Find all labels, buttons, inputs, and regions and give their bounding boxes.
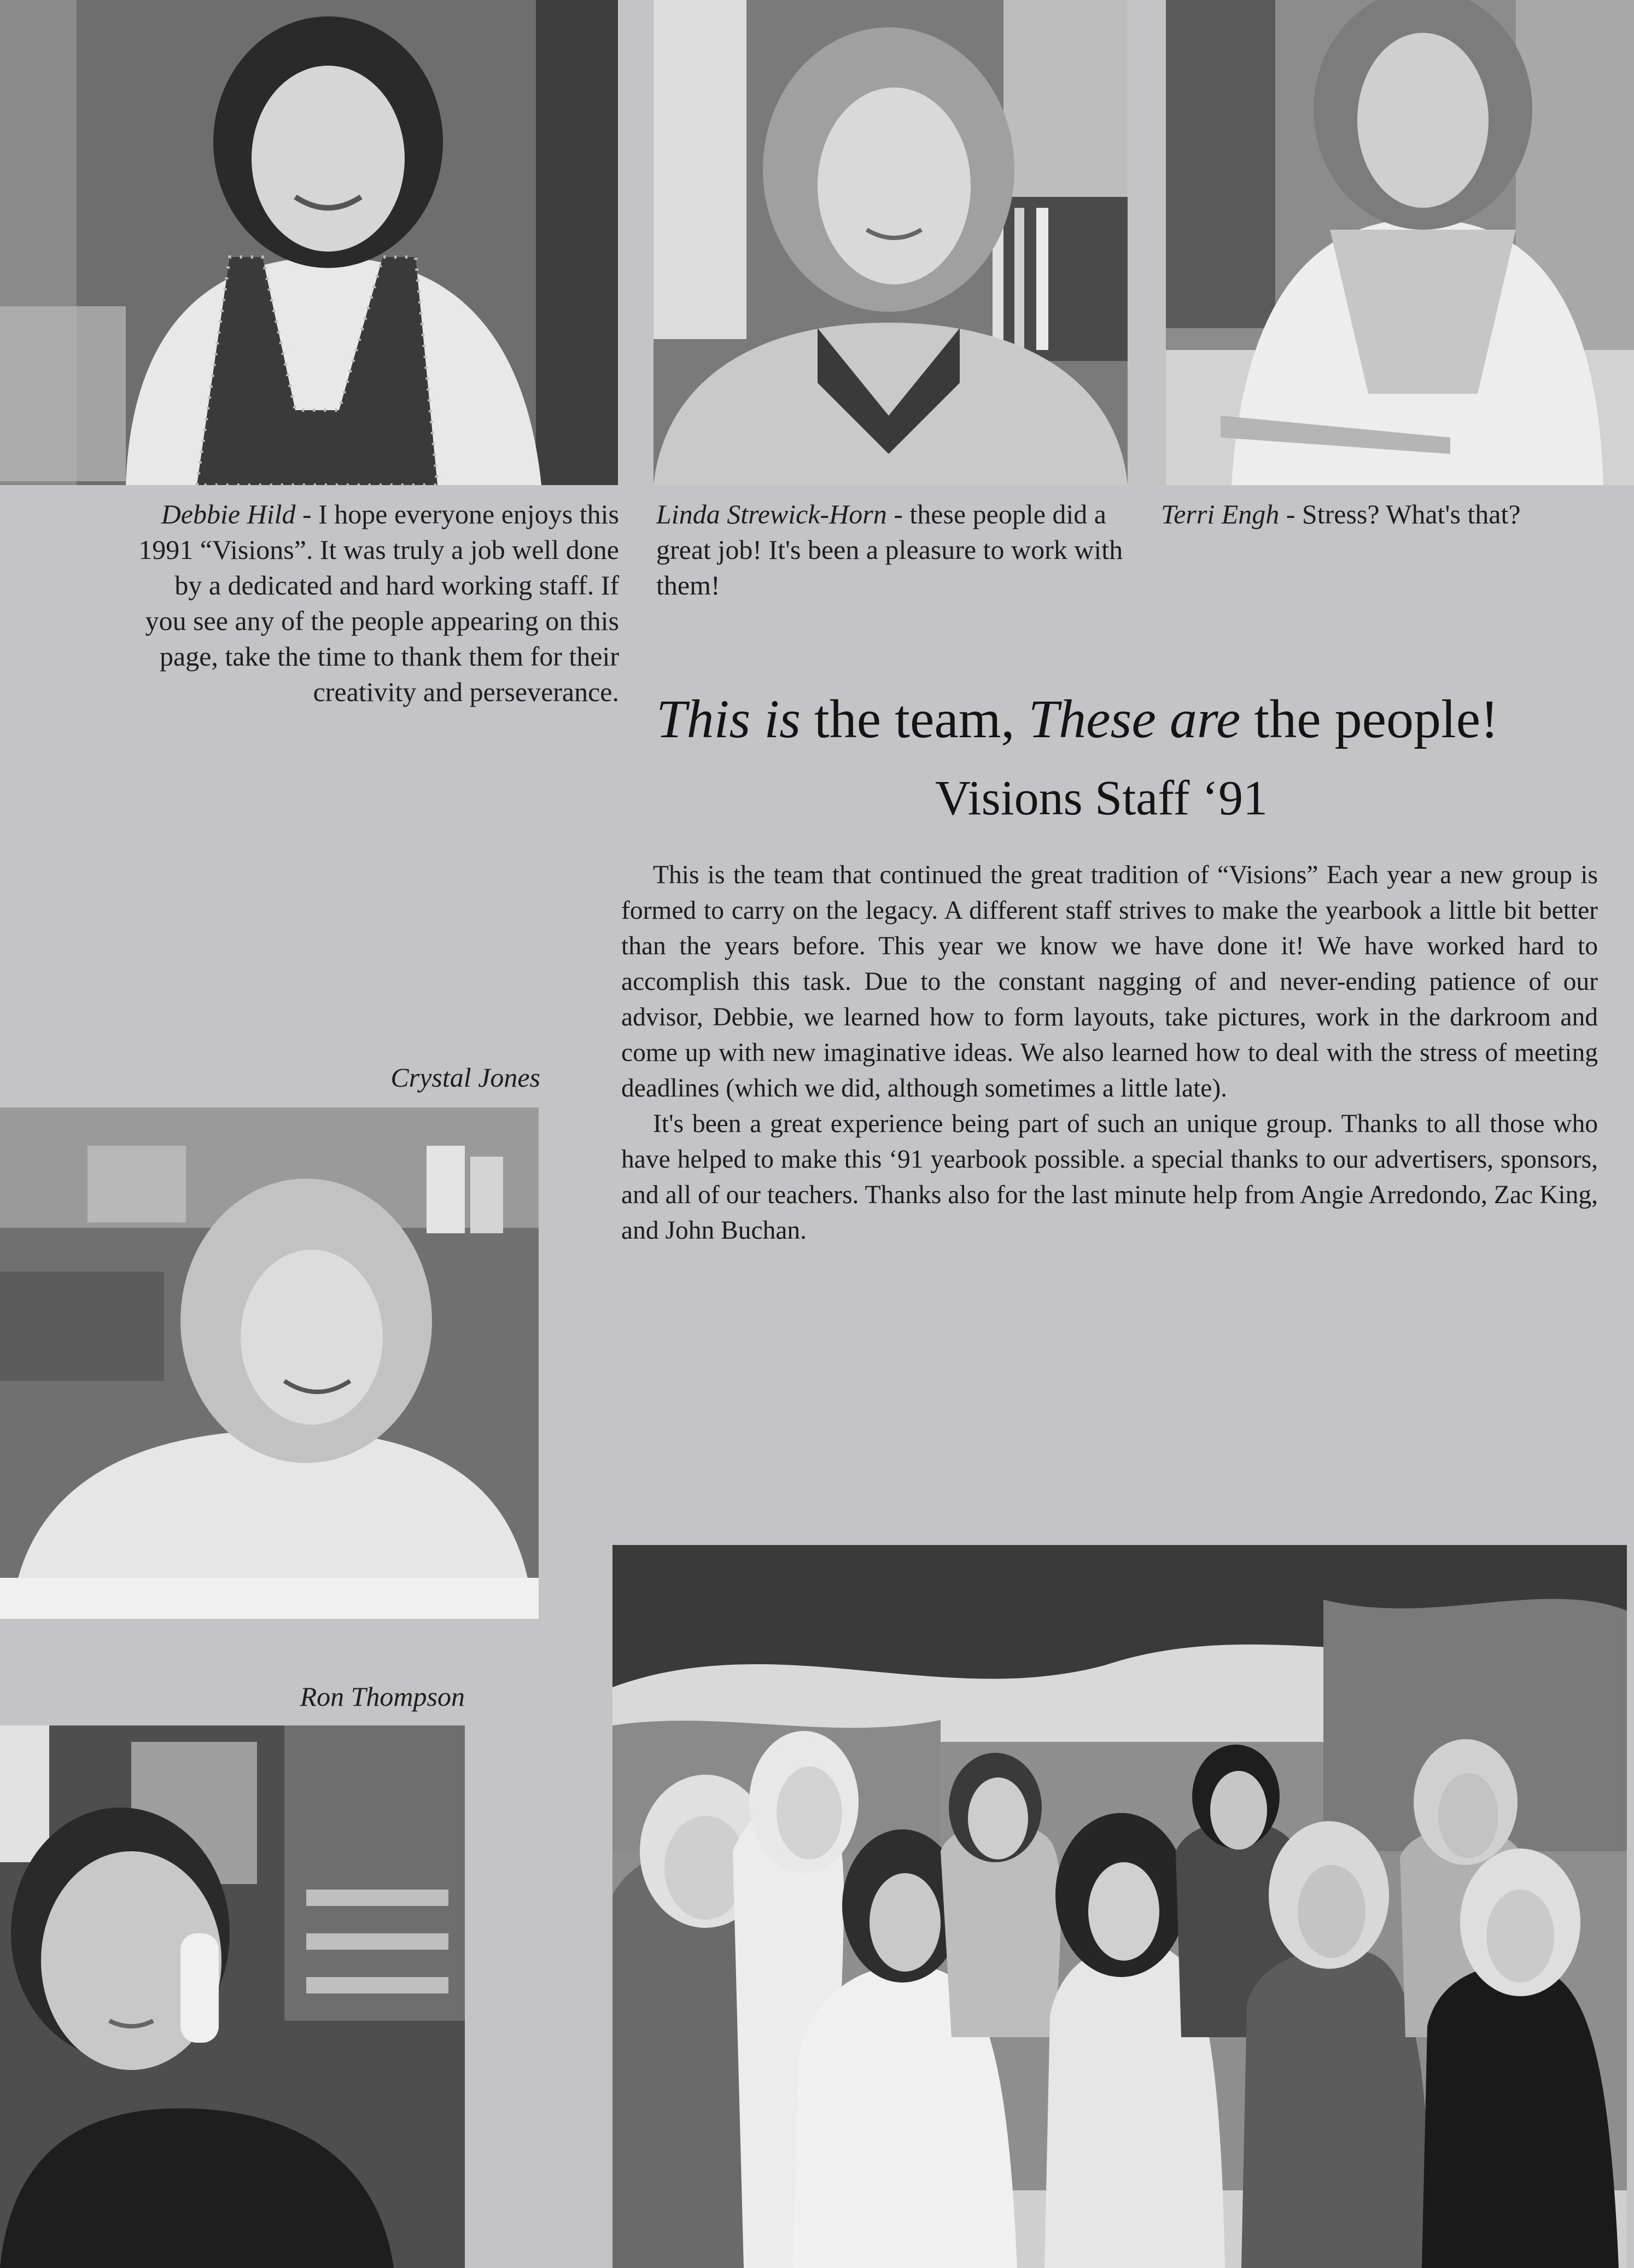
photo-ron-thompson (0, 1725, 465, 2268)
caption-crystal-jones (273, 1060, 540, 1095)
photo-linda-strewick-horn (653, 0, 1128, 485)
caption-ron-thompson (191, 1679, 465, 1715)
staff-name-ron-thompson: Ron Thompson (300, 1681, 465, 1712)
headline-part-4: the people! (1240, 689, 1499, 749)
headline-part-1: This is (656, 689, 801, 749)
headline-part-3: These are (1028, 689, 1241, 749)
photo-group-staff (612, 1545, 1627, 2268)
staff-name-linda-strewick-horn: Linda Strewick-Horn (656, 499, 887, 529)
caption-linda-strewick-horn (656, 497, 1128, 603)
caption-separator: - (886, 499, 910, 529)
article-body (621, 858, 1598, 1249)
staff-quote-debbie-hild: I hope everyone enjoys this 1991 “Visions”. It was truly a job well done by a dedicated and hard working staff. If you see any of the people appearing on this page, take the time to thank them for their creativity and perseverance. (138, 499, 619, 707)
caption-terri-engh (1161, 497, 1634, 532)
photo-debbie-hild (0, 0, 618, 485)
article-paragraph-2: It's been a great experience being part of such an unique group. Thanks to all those who have helped to make this ‘91 yearbook possible. a special thanks to our advertisers, sponsors, and all of our teachers. Thanks also for the last minute help from Angie Arredondo, Zac King, and John Buchan. (621, 1110, 1598, 1245)
staff-name-crystal-jones: Crystal Jones (390, 1062, 540, 1093)
page-subheadline: Visions Staff ‘91 (935, 771, 1268, 825)
page-headline (656, 686, 1586, 752)
staff-quote-terri-engh: Stress? What's that? (1302, 499, 1521, 529)
photo-crystal-jones (0, 1107, 539, 1619)
caption-separator: - (295, 499, 319, 529)
photo-terri-engh (1166, 0, 1634, 485)
staff-quote-linda-strewick-horn: these people did a great job! It's been a pleasure to work with them! (656, 499, 1123, 600)
staff-name-terri-engh: Terri Engh (1161, 499, 1280, 529)
headline-part-2: the team, (801, 689, 1029, 749)
staff-name-debbie-hild: Debbie Hild (161, 499, 296, 529)
caption-debbie-hild (137, 497, 619, 710)
caption-separator: - (1279, 499, 1302, 529)
article-paragraph-1: This is the team that continued the great tradition of “Visions” Each year a new group is formed to carry on the legacy. A different staff strives to make the yearbook a little bit better than the years before. This year we know we have done it! We have worked hard to accomplish this task. Due to the constant nagging of and never-ending patience of our advisor, Debbie, we learned how to form layouts, take pictures, work in the darkroom and come up with new imaginative ideas. We also learned how to deal with the stress of meeting deadlines (which we did, although sometimes a little late). (621, 861, 1598, 1103)
